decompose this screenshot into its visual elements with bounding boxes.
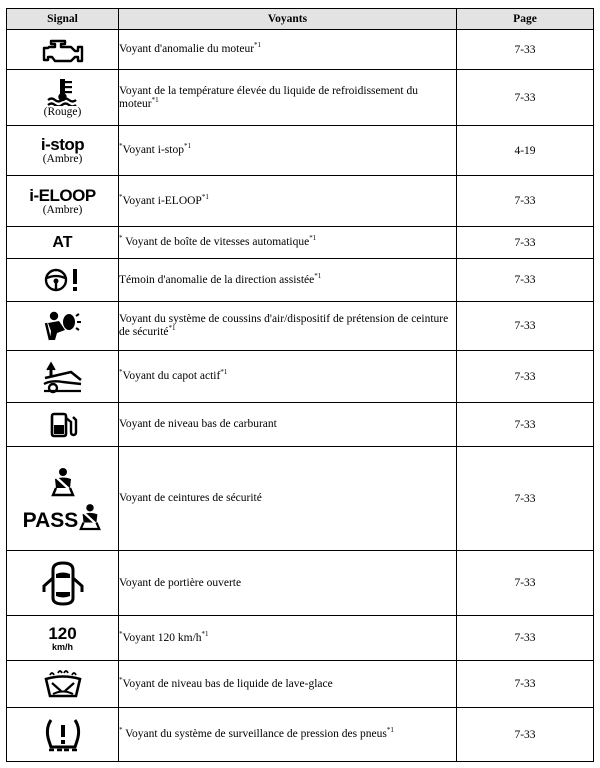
signal-cell [7, 302, 119, 351]
passenger-seatbelt-indicator [7, 503, 118, 531]
footnote-mark: *1 [220, 368, 228, 377]
pass-label: PASS [22, 508, 79, 532]
table-row [7, 447, 594, 551]
description-cell [119, 227, 457, 259]
signal-cell [7, 30, 119, 70]
table-row [7, 551, 594, 616]
color-label: (Rouge) [43, 105, 82, 118]
color-label: (Ambre) [42, 203, 83, 216]
table-row [7, 30, 594, 70]
description-cell [119, 351, 457, 403]
washer-fluid-icon [42, 669, 84, 699]
description-cell [119, 661, 457, 708]
fuel-pump-icon [48, 411, 78, 439]
page-cell: 7-33 [457, 227, 594, 259]
page-cell: 4-19 [457, 126, 594, 176]
header-page: Page [457, 9, 594, 30]
description-cell [119, 259, 457, 302]
description-cell [119, 551, 457, 616]
table-row [7, 616, 594, 661]
description-text: Voyant du système de coussins d'air/dispositif de prétension de ceinture de sécurité [119, 313, 449, 338]
page-cell: 7-33 [457, 30, 594, 70]
description-text: Voyant de boîte de vitesses automatique [122, 236, 310, 248]
table-row [7, 661, 594, 708]
coolant-temperature-icon [46, 78, 80, 106]
power-steering-icon [43, 267, 83, 293]
active-bonnet-icon [41, 360, 85, 394]
option-mark: * [119, 142, 123, 151]
signal-cell [7, 176, 119, 227]
option-mark: * [119, 234, 123, 243]
description-text: Voyant de la température élevée du liquide de refroidissement du moteur [119, 84, 418, 110]
description-cell [119, 176, 457, 227]
table-row [7, 259, 594, 302]
engine-check-icon [41, 37, 85, 63]
footnote-mark: *1 [201, 629, 209, 638]
page-cell: 7-33 [457, 259, 594, 302]
signal-cell [7, 351, 119, 403]
signal-cell [7, 551, 119, 616]
page-cell: 7-33 [457, 351, 594, 403]
speed-value-label: 120 [48, 623, 77, 643]
page-cell: 7-33 [457, 551, 594, 616]
description-text: Voyant de niveau bas de carburant [119, 418, 277, 430]
table-row [7, 351, 594, 403]
signal-cell [7, 126, 119, 176]
option-mark: * [119, 368, 123, 377]
header-signal: Signal [7, 9, 119, 30]
signal-cell [7, 259, 119, 302]
page-cell: 7-33 [457, 403, 594, 447]
seatbelt-icon [50, 467, 76, 497]
footnote-mark: *1 [309, 234, 317, 243]
description-text: Voyant du système de surveillance de pression des pneus [122, 728, 387, 740]
color-label: (Ambre) [42, 153, 83, 165]
description-cell [119, 30, 457, 70]
speed-unit-label: km/h [51, 641, 73, 652]
table-header-row [7, 9, 594, 30]
airbag-icon [43, 310, 83, 342]
description-text: Voyant i-ELOOP [122, 194, 202, 207]
page-cell: 7-33 [457, 302, 594, 351]
description-cell [119, 403, 457, 447]
table-row [7, 302, 594, 351]
table-row [7, 126, 594, 176]
footnote-mark: *1 [386, 726, 394, 735]
table-row [7, 176, 594, 227]
tire-pressure-icon [42, 717, 84, 753]
table-row [7, 70, 594, 126]
description-text: Voyant de ceintures de sécurité [119, 492, 262, 504]
description-cell [119, 708, 457, 762]
option-mark: * [119, 629, 123, 638]
description-cell [119, 70, 457, 126]
signal-cell [7, 616, 119, 661]
option-mark: * [119, 192, 123, 201]
description-text: Voyant i-stop [122, 144, 184, 156]
signal-cell [7, 227, 119, 259]
page-cell: 7-33 [457, 616, 594, 661]
description-cell [119, 126, 457, 176]
signal-cell [7, 661, 119, 708]
footnote-mark: *1 [183, 142, 191, 151]
passenger-seatbelt-icon [78, 503, 102, 531]
description-text: Voyant 120 km/h [122, 631, 202, 644]
description-cell [119, 302, 457, 351]
table-row [7, 708, 594, 762]
option-mark: * [119, 726, 123, 735]
description-text: Voyant de niveau bas de liquide de lave-glace [122, 677, 333, 690]
at-label: AT [52, 233, 73, 251]
page-cell: 7-33 [457, 70, 594, 126]
page-cell: 7-33 [457, 447, 594, 551]
description-text: Voyant de portière ouverte [119, 576, 242, 589]
signal-cell [7, 403, 119, 447]
description-text: Voyant d'anomalie du moteur [119, 43, 255, 55]
description-cell [119, 447, 457, 551]
footnote-mark: *1 [151, 95, 159, 104]
i-stop-label: i-stop [40, 135, 85, 154]
footnote-mark: *1 [201, 192, 209, 201]
description-cell [119, 616, 457, 661]
footnote-mark: *1 [314, 271, 322, 280]
page-cell: 7-33 [457, 661, 594, 708]
warning-lights-table [6, 8, 594, 762]
header-voyants: Voyants [119, 9, 457, 30]
signal-cell [7, 708, 119, 762]
signal-cell [7, 70, 119, 126]
description-text: Témoin d'anomalie de la direction assistée [119, 273, 315, 286]
page-cell: 7-33 [457, 176, 594, 227]
footnote-mark: *1 [168, 324, 176, 333]
door-open-icon [41, 560, 85, 606]
footnote-mark: *1 [254, 41, 262, 50]
signal-cell [7, 447, 119, 551]
table-row [7, 403, 594, 447]
description-text: Voyant du capot actif [122, 370, 221, 382]
option-mark: * [119, 675, 123, 684]
page-cell: 7-33 [457, 708, 594, 762]
i-eloop-label: i-ELOOP [29, 185, 96, 205]
table-row [7, 227, 594, 259]
